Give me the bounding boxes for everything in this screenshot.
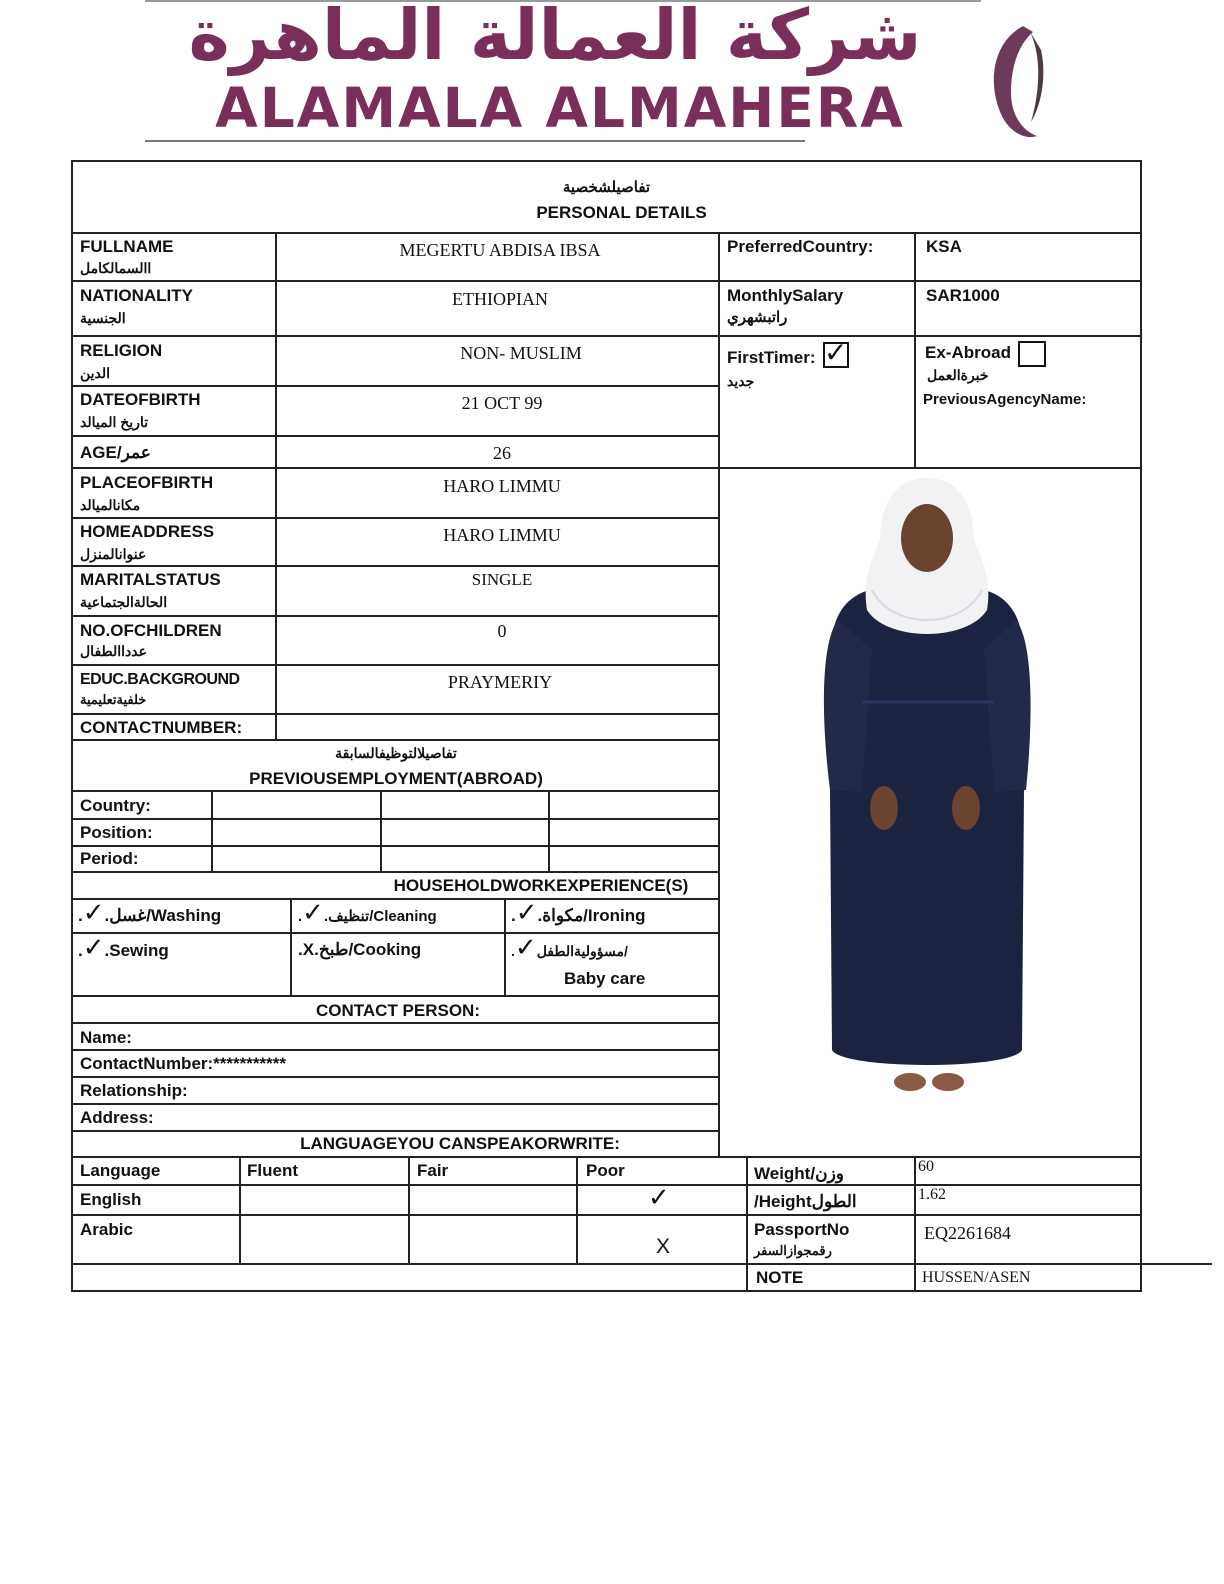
- household-ironing-text: مكواة/Ironing: [542, 906, 646, 925]
- household-item-cleaning: .✓.تنظيف/Cleaning: [298, 898, 437, 928]
- prev-employment-title-ar: تفاصيلالتوظيفالسابقة: [335, 745, 457, 761]
- fullname-label: FULLNAME: [80, 237, 174, 256]
- lang-header-poor: Poor: [586, 1161, 625, 1180]
- religion-label-ar: الدين: [80, 365, 111, 381]
- nationality-label: NATIONALITY: [80, 286, 194, 305]
- salary-label: MonthlySalary: [727, 286, 844, 305]
- children-label: NO.OFCHILDREN: [80, 621, 222, 640]
- lang-header-fair: Fair: [417, 1161, 449, 1180]
- prev-employment-title: PREVIOUSEMPLOYMENT(ABROAD): [249, 769, 543, 788]
- preferred-country-value: KSA: [926, 237, 962, 256]
- contact-person-title: CONTACT PERSON:: [315, 1001, 480, 1020]
- children-label-ar: عدداالطفال: [80, 643, 147, 659]
- checkmark-icon: ✓: [648, 1183, 670, 1213]
- passport-label-ar: رقمجوازالسفر: [754, 1243, 832, 1258]
- passport-value: EQ2261684: [924, 1223, 1011, 1243]
- lang-header-language: Language: [80, 1161, 161, 1180]
- previous-agency-label: PreviousAgencyName:: [923, 391, 1087, 408]
- lang-header-fluent: Fluent: [247, 1161, 298, 1180]
- height-label: /Heightالطول: [754, 1192, 857, 1211]
- household-item-washing: .✓.غسل/Washing: [78, 898, 222, 928]
- cross-mark-icon: X: [302, 940, 315, 959]
- ex-abroad-label-ar: خبرةالعمل: [927, 367, 989, 383]
- dob-label: DATEOFBIRTH: [80, 390, 201, 409]
- height-value: 1.62: [918, 1186, 946, 1203]
- checkmark-icon: ✓: [514, 933, 537, 963]
- checkmark-icon: ✓: [302, 898, 324, 928]
- nationality-label-ar: الجنسية: [80, 310, 126, 326]
- household-babycare-text-ar: مسؤوليةالطفل/: [536, 943, 628, 959]
- contact-address-label: Address:: [80, 1108, 154, 1127]
- candidate-photo: [722, 470, 1138, 1154]
- salary-value: SAR1000: [926, 286, 1000, 305]
- age-label: AGE/عمر: [80, 443, 151, 462]
- contact-number-label: CONTACTNUMBER:: [80, 718, 243, 737]
- household-cooking-text: طبخ/Cooking: [318, 940, 422, 959]
- household-cleaning-text: تنظيف/Cleaning: [328, 908, 437, 925]
- household-washing-mark: .: [78, 906, 83, 925]
- lang-english: English: [80, 1190, 142, 1209]
- ex-abroad-checkbox[interactable]: [1018, 341, 1046, 367]
- children-value: 0: [497, 621, 507, 641]
- lang-arabic: Arabic: [80, 1220, 133, 1239]
- religion-label: RELIGION: [80, 341, 163, 360]
- household-washing-text: غسل/Washing: [109, 906, 222, 925]
- home-address-value: HARO LIMMU: [443, 525, 561, 545]
- cross-mark-icon: X: [656, 1235, 671, 1258]
- first-timer-checkbox[interactable]: [823, 336, 849, 369]
- dob-value: 21 OCT 99: [461, 393, 543, 413]
- household-item-sewing: .✓.Sewing: [78, 933, 169, 963]
- educ-label-ar: خلفيةتعليمية: [80, 692, 147, 707]
- first-timer-label-ar: جديد: [727, 373, 755, 389]
- note-label: NOTE: [756, 1268, 804, 1287]
- weight-label: Weight/وزن: [754, 1164, 844, 1183]
- ex-abroad-label: Ex-Abroad: [925, 343, 1011, 362]
- prev-position-label: Position:: [80, 823, 153, 842]
- brand-arabic-name: شركة العمالة الماهرة: [188, 0, 922, 76]
- household-item-babycare: .✓مسؤوليةالطفل/: [511, 933, 628, 963]
- religion-value: NON- MUSLIM: [460, 343, 582, 363]
- household-item-cooking: .X.طبخ/Cooking: [298, 940, 422, 959]
- note-value: HUSSEN/ASEN: [922, 1269, 1031, 1286]
- pob-label: PLACEOFBIRTH: [80, 473, 214, 492]
- prev-country-label: Country:: [80, 796, 151, 815]
- checkmark-icon: ✓: [824, 336, 848, 369]
- contact-relationship-label: Relationship:: [80, 1081, 188, 1100]
- personal-title-ar: تفاصيلشخصية: [562, 179, 651, 196]
- contact-number-label-2: ContactNumber:***********: [80, 1054, 286, 1073]
- passport-label: PassportNo: [754, 1220, 850, 1239]
- home-address-label: HOMEADDRESS: [80, 522, 215, 541]
- household-babycare-text: Baby care: [564, 969, 646, 988]
- brand-latin-name: ALAMALA ALMAHERA: [215, 76, 905, 140]
- household-sewing-text: Sewing: [109, 941, 169, 960]
- dob-label-ar: تاريخ الميالد: [80, 414, 149, 430]
- educ-value: PRAYMERIY: [447, 672, 553, 692]
- age-value: 26: [493, 443, 511, 463]
- checkmark-icon: ✓: [82, 933, 105, 963]
- marital-label: MARITALSTATUS: [80, 570, 221, 589]
- prev-period-label: Period:: [80, 849, 139, 868]
- pob-label-ar: مكانالميالد: [80, 497, 141, 513]
- brand-logo-icon: [985, 22, 1047, 144]
- preferred-country-label: PreferredCountry:: [727, 237, 874, 256]
- salary-label-ar: راتبشهري: [727, 309, 788, 326]
- contact-name-label: Name:: [80, 1028, 132, 1047]
- pob-value: HARO LIMMU: [443, 476, 561, 496]
- fullname-label-ar: االسمالكامل: [80, 260, 152, 276]
- weight-value: 60: [918, 1158, 934, 1175]
- educ-label: EDUC.BACKGROUND: [80, 671, 240, 688]
- first-timer-label: FirstTimer:: [727, 348, 816, 367]
- household-title: HOUSEHOLDWORKEXPERIENCE(S): [393, 876, 689, 895]
- checkmark-icon: ✓: [82, 898, 105, 928]
- household-item-ironing: .✓.مكواة/Ironing: [511, 898, 646, 928]
- marital-value: SINGLE: [471, 570, 533, 589]
- checkmark-icon: ✓: [515, 898, 538, 928]
- marital-label-ar: الحالةالجتماعية: [80, 594, 168, 610]
- nationality-value: ETHIOPIAN: [452, 289, 548, 309]
- home-address-label-ar: عنوانالمنزل: [80, 546, 147, 562]
- languages-title: LANGUAGEYOU CANSPEAKORWRITE:: [300, 1134, 620, 1153]
- fullname-value: MEGERTU ABDISA IBSA: [399, 240, 601, 260]
- personal-title: PERSONAL DETAILS: [536, 203, 707, 222]
